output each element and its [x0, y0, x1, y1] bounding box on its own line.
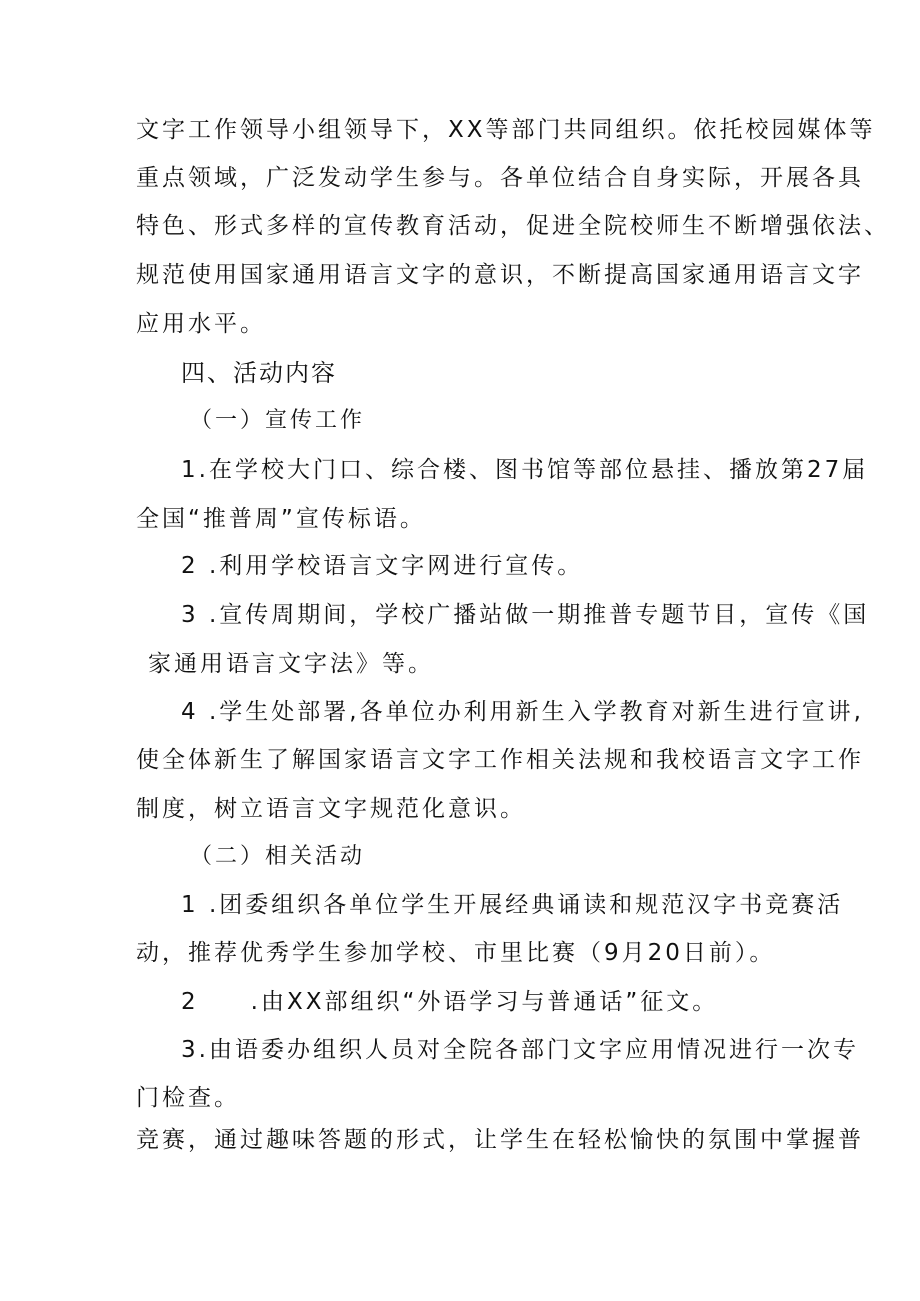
paragraph-line: 规范使用国家通用语言文字的意识，不断提高国家通用语言文字 [136, 262, 864, 288]
subsection-heading: （二）相关活动 [190, 844, 366, 869]
section-heading: 四、活动内容 [181, 359, 337, 387]
list-item: 1.在学校大门口、综合楼、图书馆等部位悬挂、播放第27届 [181, 457, 869, 483]
list-item: 3 .宣传周期间，学校广播站做一期推普专题节目，宣传《国 [181, 602, 870, 628]
paragraph-line: 特色、形式多样的宣传教育活动，促进全院校师生不断增强依法、 [136, 213, 890, 239]
list-item: 3.由语委办组织人员对全院各部门文字应用情况进行一次专 [181, 1037, 859, 1063]
list-item-continuation: 门检查。 [136, 1085, 240, 1111]
list-item: 2 .由XX部组织“外语学习与普通话”征文。 [181, 989, 719, 1015]
list-item: 2 .利用学校语言文字网进行宣传。 [181, 553, 584, 579]
list-item-continuation: 全国“推普周”宣传标语。 [136, 506, 426, 532]
paragraph-line: 重点领域，广泛发动学生参与。各单位结合自身实际，开展各具 [136, 165, 864, 191]
paragraph-line: 竞赛，通过趣味答题的形式，让学生在轻松愉快的氛围中掌握普 [136, 1127, 864, 1153]
subsection-heading: （一）宣传工作 [190, 408, 366, 433]
list-item-continuation: 家通用语言文字法》等。 [148, 651, 434, 677]
list-item: 1 .团委组织各单位学生开展经典诵读和规范汉字书竞赛活 [181, 892, 844, 918]
list-item-continuation: 制度，树立语言文字规范化意识。 [136, 796, 526, 822]
list-item-continuation: 使全体新生了解国家语言文字工作相关法规和我校语言文字工作 [136, 747, 864, 773]
list-item-continuation: 动，推荐优秀学生参加学校、市里比赛（9月20日前）。 [136, 940, 776, 966]
paragraph-line: 应用水平。 [136, 311, 266, 337]
paragraph-line: 文字工作领导小组领导下，XX等部门共同组织。依托校园媒体等 [136, 117, 876, 143]
list-item: 4 .学生处部署,各单位办利用新生入学教育对新生进行宣讲, [181, 699, 864, 725]
